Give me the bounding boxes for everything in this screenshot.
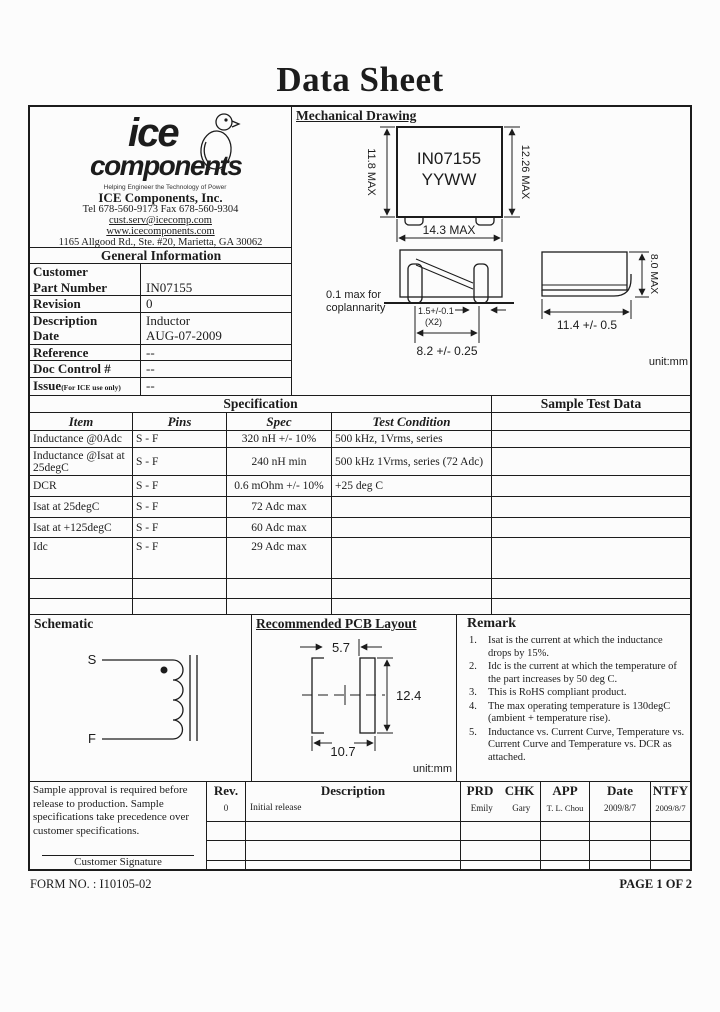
empty-cell	[541, 861, 590, 870]
description-column	[246, 782, 461, 822]
col-header-spec: Spec	[227, 413, 332, 431]
dim-height-left-label: 11.8 MAX	[365, 148, 378, 196]
sample-test-data-cell	[492, 476, 690, 497]
reference-label: Reference	[30, 345, 141, 361]
side-view-outline	[542, 252, 631, 296]
col-header-prd: PRD	[466, 783, 494, 798]
empty-cell	[227, 599, 332, 614]
dim-pin-width-qty-label: (X2)	[425, 317, 443, 327]
dim-side-height-label: 8.0 MAX	[648, 253, 661, 295]
dim-height-right	[504, 127, 520, 217]
part-marking-line2: YYWW	[421, 170, 477, 189]
spec-value: 29 Adc max	[227, 538, 332, 579]
date-column	[590, 782, 651, 822]
spec-condition: 500 kHz 1Vrms, series (72 Adc)	[332, 448, 492, 476]
dim-pin-span-label: 8.2 +/- 0.25	[416, 344, 478, 358]
revision-label: Revision	[30, 296, 141, 312]
mechanical-unit-label: unit:mm	[648, 356, 688, 368]
main-frame	[28, 105, 692, 871]
spec-condition	[332, 538, 492, 579]
sample-test-data-cell	[492, 518, 690, 538]
list-item	[465, 701, 687, 726]
empty-cell	[332, 579, 492, 599]
table-row	[30, 361, 291, 378]
company-address: 1165 Allgood Rd., Ste. #20, Marietta, GA 30062	[58, 237, 263, 248]
dim-side-width	[542, 299, 631, 319]
table-row	[30, 313, 291, 345]
spec-item: DCR	[30, 476, 133, 497]
approval-text: Sample approval is required before release to production. Sample specifications take precedence over customer specifications.	[33, 784, 190, 837]
lower-section	[30, 615, 690, 781]
remark-panel	[457, 615, 690, 781]
empty-cell	[133, 599, 227, 614]
spec-condition	[332, 518, 492, 538]
company-phone: Tel 678-560-9173 Fax 678-560-9304	[82, 204, 239, 215]
spec-condition: +25 deg C	[332, 476, 492, 497]
remark-number: 5.	[469, 726, 477, 738]
remark-list	[465, 635, 687, 765]
sample-test-data-cell	[492, 538, 690, 579]
logo-ice-text: ice	[128, 111, 178, 155]
pin-start-label: S	[87, 652, 97, 667]
pin-finish-label: F	[88, 731, 96, 746]
description-label: Description	[33, 312, 98, 328]
specification-heading: Specification	[30, 396, 492, 413]
company-email: cust.serv@icecomp.com	[109, 215, 212, 226]
empty-cell	[541, 822, 590, 841]
col-header-test-condition: Test Condition	[332, 413, 492, 431]
doc-control-value: --	[146, 361, 155, 376]
empty-cell	[227, 579, 332, 599]
empty-cell	[461, 841, 541, 861]
form-number: FORM NO. : I10105-02	[30, 877, 152, 891]
chk-value: Gary	[512, 803, 531, 813]
page-number: PAGE 1 OF 2	[619, 877, 692, 891]
mechanical-drawing-heading: Mechanical Drawing	[296, 108, 417, 123]
ntfy-value: 2009/8/7	[655, 803, 686, 813]
schematic-heading: Schematic	[34, 616, 94, 631]
table-row	[30, 296, 291, 313]
mechanical-drawing-svg	[292, 107, 690, 395]
col-header-rev: Rev.	[213, 783, 239, 798]
issue-label-suffix: (For ICE use only)	[61, 382, 121, 392]
pcb-layout-heading: Recommended PCB Layout	[256, 616, 417, 631]
spec-item: Idc	[30, 538, 133, 579]
spec-pins: S - F	[133, 497, 227, 518]
spec-item: Inductance @0Adc	[30, 431, 133, 448]
remark-number: 2.	[469, 661, 477, 672]
sample-test-data-heading: Sample Test Data	[492, 396, 690, 413]
rev-value: 0	[223, 803, 229, 813]
coplanarity-label-line1: 0.1 max for	[326, 289, 382, 301]
spec-value: 72 Adc max	[227, 497, 332, 518]
list-item	[465, 635, 687, 660]
general-info-table	[30, 264, 291, 395]
schematic-panel	[30, 615, 252, 781]
empty-cell	[207, 861, 246, 870]
description-value: Inductor	[146, 312, 191, 328]
dim-pin-width-label: 1.5+/-0.1	[418, 306, 454, 316]
empty-cell	[492, 579, 690, 599]
remark-text: Idc is the current at which the temperature of the part increases by 50 deg C.	[488, 661, 677, 685]
company-panel	[30, 107, 292, 395]
table-row	[30, 345, 291, 362]
pad-outlines	[302, 658, 385, 733]
prd-chk-column	[461, 782, 541, 822]
dim-span-label: 10.7	[330, 744, 356, 759]
part-number-label: Part Number	[33, 279, 108, 295]
col-header-app: APP	[552, 783, 578, 798]
col-header-item: Item	[30, 413, 133, 431]
spec-item: Isat at 25degC	[30, 497, 133, 518]
part-marking-line1: IN07155	[416, 149, 482, 168]
issue-value: --	[146, 377, 155, 393]
revision-table	[207, 782, 690, 870]
col-header-date: Date	[607, 783, 633, 798]
issue-label: Issue	[33, 377, 62, 393]
rev-column	[207, 782, 246, 822]
remark-number: 3.	[469, 687, 477, 698]
specification-table	[30, 395, 690, 615]
penguin-eye	[224, 118, 227, 121]
remark-number: 1.	[469, 635, 477, 646]
logo-components-text: components	[90, 150, 242, 181]
empty-cell	[461, 861, 541, 870]
col-header-ntfy: NTFY	[652, 783, 689, 798]
dim-height-left	[380, 127, 395, 217]
pcb-layout-panel	[252, 615, 457, 781]
col-header-chk: CHK	[504, 783, 535, 798]
remark-text: Inductance vs. Current Curve, Temperature vs. Current Curve and Temperature vs. DCR as attached.	[488, 726, 685, 763]
page-title: Data Sheet	[276, 60, 444, 99]
empty-cell	[651, 822, 690, 841]
empty-cell	[30, 599, 133, 614]
empty-cell	[651, 861, 690, 870]
table-row	[30, 264, 291, 296]
ntfy-column	[651, 782, 690, 822]
empty-cell	[461, 822, 541, 841]
part-number-value: IN07155	[146, 279, 193, 295]
revision-value: 0	[146, 296, 153, 311]
empty-cell	[651, 841, 690, 861]
empty-cell	[541, 841, 590, 861]
spec-item: Inductance @Isat at 25degC	[30, 448, 133, 476]
remark-text: The max operating temperature is 130degC (ambient + temperature rise).	[488, 700, 671, 724]
date-value: AUG-07-2009	[146, 328, 222, 343]
dim-side-width-label: 11.4 +/- 0.5	[556, 318, 618, 332]
customer-value	[146, 264, 291, 280]
remark-text: Isat is the current at which the inductance drops by 15%.	[488, 635, 663, 659]
dim-height-right-label: 12.26 MAX	[519, 144, 532, 200]
empty-cell	[590, 841, 651, 861]
sample-test-data-cell	[492, 431, 690, 448]
coplanarity-label-line2: coplannarity	[326, 302, 386, 314]
empty-cell	[246, 822, 461, 841]
bottom-section	[30, 781, 690, 869]
spec-value: 0.6 mOhm +/- 10%	[227, 476, 332, 497]
dim-gap-label: 5.7	[331, 640, 351, 655]
spec-condition: 500 kHz, 1Vrms, series	[332, 431, 492, 448]
spec-condition	[332, 497, 492, 518]
approval-panel	[30, 782, 207, 870]
spec-pins: S - F	[133, 518, 227, 538]
remark-heading: Remark	[467, 616, 516, 631]
spec-pins: S - F	[133, 476, 227, 497]
empty-cell	[246, 861, 461, 870]
list-item	[465, 727, 687, 765]
spec-pins: S - F	[133, 448, 227, 476]
spec-value: 240 nH min	[227, 448, 332, 476]
spec-pins: S - F	[133, 538, 227, 579]
inductor-symbol	[102, 655, 197, 741]
doc-control-label: Doc Control #	[30, 361, 141, 377]
empty-cell	[133, 579, 227, 599]
spec-value: 320 nH +/- 10%	[227, 431, 332, 448]
col-header-description: Description	[320, 783, 386, 798]
prd-value: Emily	[470, 803, 493, 813]
schematic-svg	[30, 615, 252, 781]
empty-cell	[207, 822, 246, 841]
date-label: Date	[33, 328, 59, 343]
remark-number: 4.	[469, 700, 477, 712]
front-view-outline	[384, 250, 514, 303]
general-info-heading: General Information	[30, 247, 292, 264]
app-column	[541, 782, 590, 822]
table-row	[30, 378, 291, 396]
reference-value: --	[146, 344, 155, 360]
sample-test-data-cell	[492, 448, 690, 476]
empty-cell	[590, 822, 651, 841]
empty-cell	[246, 841, 461, 861]
polarity-dot	[161, 667, 168, 674]
pcb-layout-svg	[252, 615, 457, 781]
remark-text: This is RoHS compliant product.	[488, 687, 627, 698]
spec-item: Isat at +125degC	[30, 518, 133, 538]
company-name: ICE Components, Inc.	[98, 190, 223, 205]
customer-signature-line: Customer Signature	[42, 855, 194, 869]
spec-value: 60 Adc max	[227, 518, 332, 538]
company-tagline: Helping Engineer the Technology of Power	[103, 184, 227, 191]
company-website: www.icecomponents.com	[106, 226, 215, 237]
empty-cell	[492, 599, 690, 614]
list-item	[465, 661, 687, 686]
empty-cell	[207, 841, 246, 861]
empty-cell	[30, 579, 133, 599]
sample-test-data-cell	[492, 497, 690, 518]
app-value: T. L. Chou	[546, 803, 584, 813]
mechanical-drawing-panel	[292, 107, 690, 395]
dim-height-label: 12.4	[396, 688, 422, 703]
customer-label: Customer	[33, 264, 88, 279]
dim-side-height	[629, 252, 649, 297]
description-value: Initial release	[250, 803, 302, 813]
dim-width-top-label: 14.3 MAX	[422, 223, 476, 237]
spec-pins: S - F	[133, 431, 227, 448]
empty-cell	[332, 599, 492, 614]
list-item	[465, 687, 687, 700]
empty-cell	[590, 861, 651, 870]
date-value: 2009/8/7	[603, 803, 636, 813]
col-header-pins: Pins	[133, 413, 227, 431]
pcb-unit-label: unit:mm	[412, 763, 452, 775]
sample-test-data-cell	[492, 413, 690, 431]
